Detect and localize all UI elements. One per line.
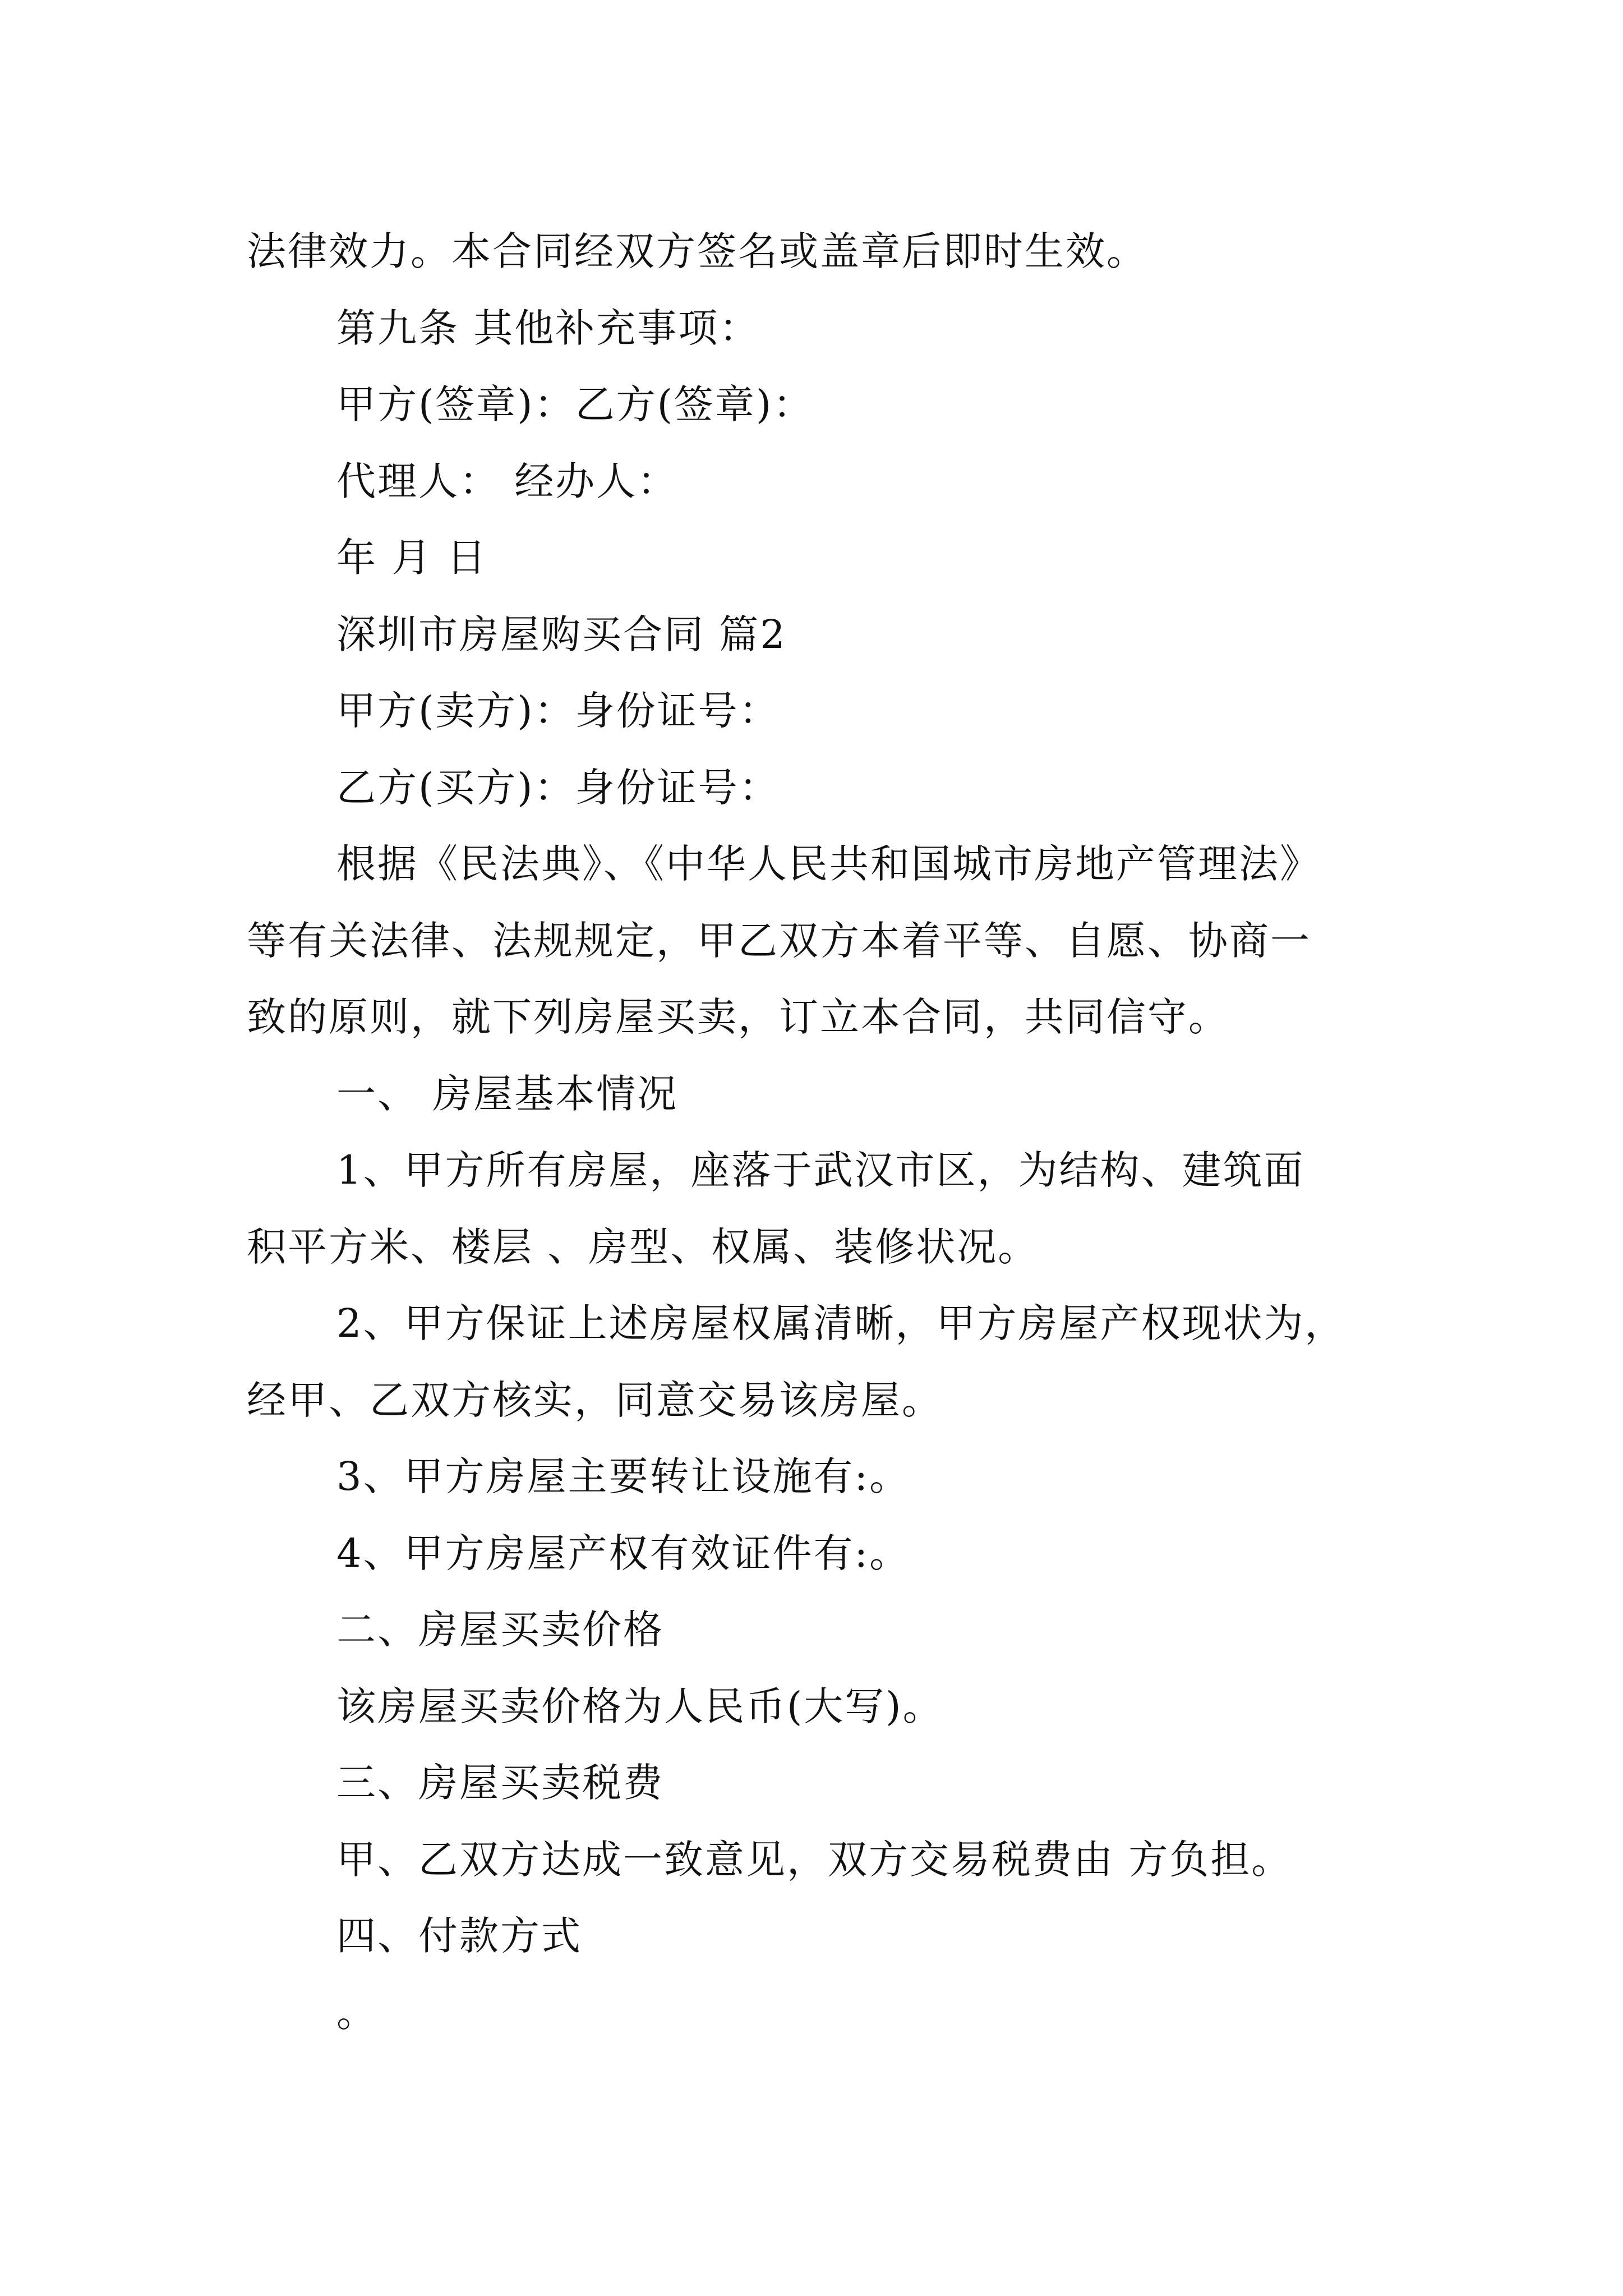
paragraph-line: 3、甲方房屋主要转让设施有:。	[336, 1453, 911, 1499]
paragraph-line: 积平方米、楼层 、房型、权属、装修状况。	[247, 1223, 1039, 1270]
paragraph-line: 该房屋买卖价格为人民币(大写)。	[336, 1683, 944, 1729]
party-b-line: 乙方(买方)：身份证号：	[336, 764, 780, 811]
section-heading: 三、房屋买卖税费	[336, 1760, 664, 1806]
clause-heading: 第九条 其他补充事项：	[336, 305, 760, 351]
section-title: 深圳市房屋购买合同 篇2	[336, 611, 787, 657]
section-heading: 一、 房屋基本情况	[336, 1070, 679, 1117]
paragraph-line: 致的原则，就下列房屋买卖，订立本合同，共同信守。	[247, 994, 1229, 1040]
agent-line: 代理人： 经办人：	[336, 458, 679, 504]
contract-text	[247, 213, 1430, 2051]
paragraph-line: 1、甲方所有房屋，座落于武汉市区，为结构、建筑面	[336, 1147, 1305, 1193]
date-line: 年 月 日	[336, 535, 488, 581]
section-heading: 四、付款方式	[336, 1913, 582, 1959]
party-a-line: 甲方(卖方)：身份证号：	[336, 688, 780, 734]
paragraph-line: 甲、乙双方达成一致意见，双方交易税费由 方负担。	[336, 1836, 1293, 1883]
paragraph-line: 法律效力。本合同经双方签名或盖章后即时生效。	[247, 228, 1147, 274]
section-heading: 二、房屋买卖价格	[336, 1607, 664, 1653]
paragraph-line: 2、甲方保证上述房屋权属清晰，甲方房屋产权现状为，	[336, 1300, 1346, 1346]
paragraph-line: 。	[336, 1989, 377, 2036]
paragraph-line: 根据《民法典》、《中华人民共和国城市房地产管理法》	[336, 841, 1321, 887]
paragraph-line: 等有关法律、法规规定，甲乙双方本着平等、自愿、协商一	[247, 917, 1311, 964]
paragraph-line: 4、甲方房屋产权有效证件有:。	[336, 1530, 911, 1576]
paragraph-line: 经甲、乙双方核实，同意交易该房屋。	[247, 1377, 943, 1423]
signature-line: 甲方(签章)：乙方(签章)：	[336, 381, 814, 427]
